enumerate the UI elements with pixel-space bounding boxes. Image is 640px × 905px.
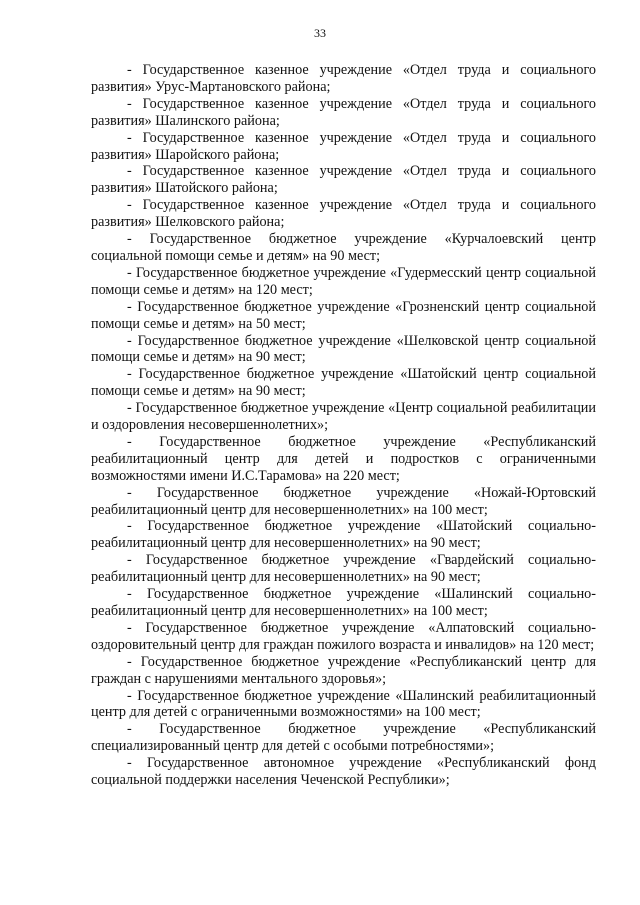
list-item: - Государственное бюджетное учреждение «Грозненский центр социальной помощи семье и детям» на 50 мест; [91, 298, 596, 332]
list-item: - Государственное бюджетное учреждение «Ножай-Юртовский реабилитационный центр для несовершеннолетних» на 100 мест; [91, 484, 596, 518]
list-item: - Государственное бюджетное учреждение «Шалинский реабилитационный центр для детей с ограниченными возможностями» на 100 мест; [91, 687, 596, 721]
list-item: - Государственное бюджетное учреждение «Курчалоевский центр социальной помощи семье и детям» на 90 мест; [91, 231, 596, 264]
list-item: - Государственное бюджетное учреждение «Шалинский социально-реабилитационный центр для несовершеннолетних» на 100 мест; [91, 586, 596, 619]
institution-list [91, 62, 596, 789]
page-number: 33 [314, 26, 326, 40]
list-item: - Государственное бюджетное учреждение «Шатойский центр социальной помощи семье и детям» на 90 мест; [91, 366, 596, 400]
list-item: - Государственное казенное учреждение «Отдел труда и социального развития» Шатойского района; [91, 163, 596, 197]
list-item: - Государственное бюджетное учреждение «Республиканский специализированный центр для детей с особыми потребностями»; [91, 721, 596, 755]
list-item: - Государственное бюджетное учреждение «Шатойский социально-реабилитационный центр для несовершеннолетних» на 90 мест; [91, 518, 596, 552]
list-item: - Государственное бюджетное учреждение «Гвардейский социально-реабилитационный центр для несовершеннолетних» на 90 мест; [91, 552, 596, 586]
list-item: - Государственное казенное учреждение «Отдел труда и социального развития» Шалинского района; [91, 95, 596, 129]
list-item: - Государственное бюджетное учреждение «Центр социальной реабилитации и оздоровления несовершеннолетних»; [91, 400, 596, 434]
list-item: - Государственное бюджетное учреждение «Гудермесский центр социальной помощи семье и детям» на 120 мест; [91, 264, 596, 298]
list-item: - Государственное бюджетное учреждение «Республиканский реабилитационный центр для детей и подростков с ограниченными возможностями имени И.С.Тарамова» на 220 мест; [91, 433, 596, 484]
list-item: - Государственное казенное учреждение «Отдел труда и социального развития» Шелковского района; [91, 197, 596, 231]
list-item: - Государственное бюджетное учреждение «Шелковской центр социальной помощи семье и детям» на 90 мест; [91, 332, 596, 366]
list-item: - Государственное бюджетное учреждение «Алпатовский социально-оздоровительный центр для граждан пожилого возраста и инвалидов» на 120 мест; [91, 619, 596, 653]
list-item: - Государственное казенное учреждение «Отдел труда и социального развития» Урус-Мартановского района; [91, 62, 596, 95]
list-item: - Государственное казенное учреждение «Отдел труда и социального развития» Шаройского района; [91, 129, 596, 163]
list-item: - Государственное автономное учреждение «Республиканский фонд социальной поддержки населения Чеченской Республики»; [91, 755, 596, 789]
list-item: - Государственное бюджетное учреждение «Республиканский центр для граждан с нарушениями ментального здоровья»; [91, 653, 596, 687]
